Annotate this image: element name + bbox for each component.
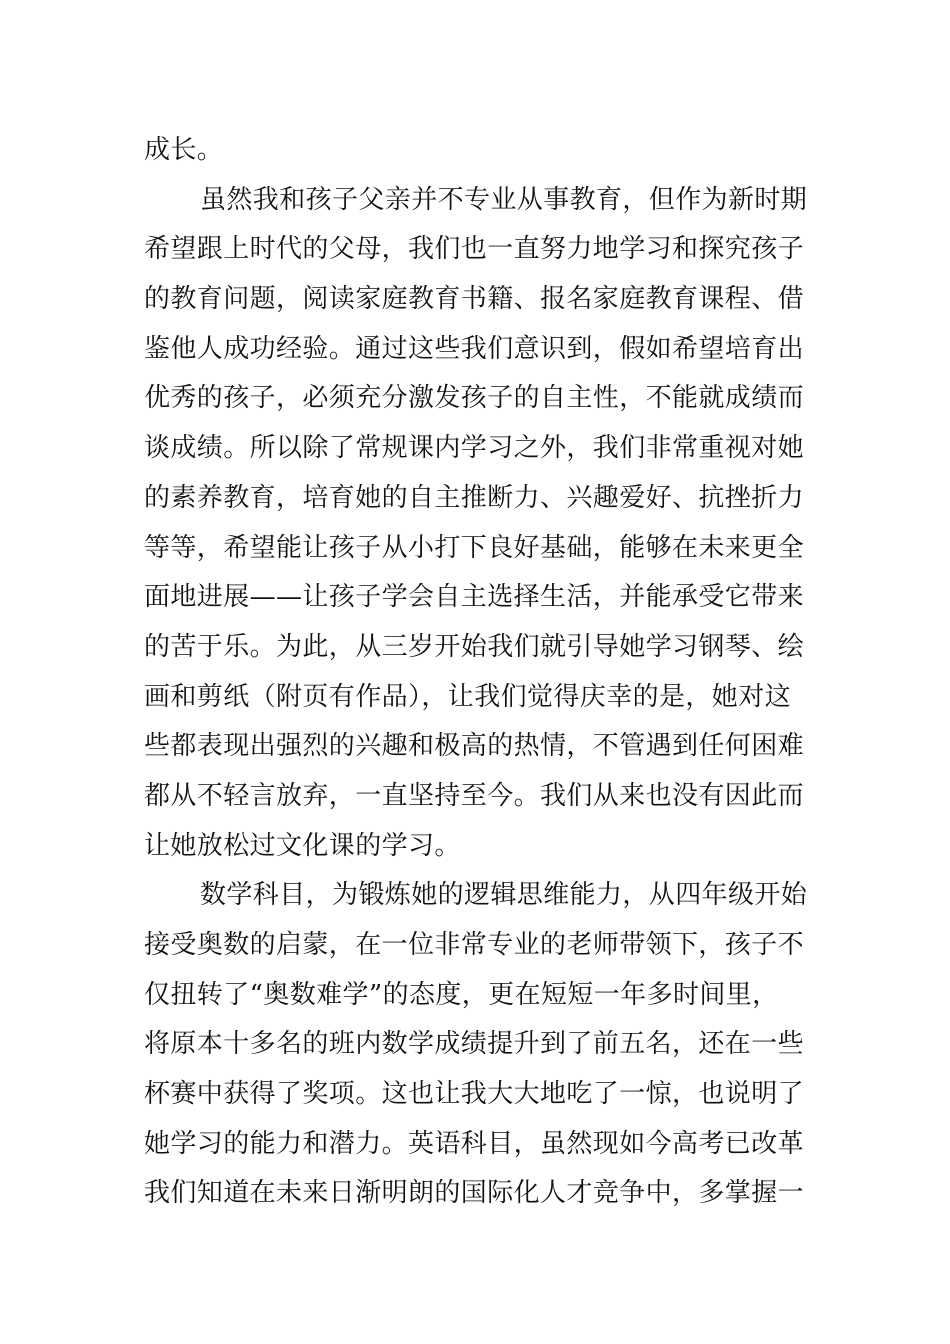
text-line: 都从不轻言放弃，一直坚持至今。我们从来也没有因此而: [144, 780, 805, 811]
text-line: 优秀的孩子，必须充分激发孩子的自主性，不能就成绩而: [144, 383, 805, 414]
paragraph-start-line: 数学科目，为锻炼她的逻辑思维能力，从四年级开始: [200, 880, 808, 911]
text-line: 的教育问题，阅读家庭教育书籍、报名家庭教育课程、借: [144, 284, 805, 315]
text-line: 谈成绩。所以除了常规课内学习之外，我们非常重视对她: [144, 433, 805, 464]
text-line: 等等，希望能让孩子从小打下良好基础，能够在未来更全: [144, 532, 805, 563]
text-line: 些都表现出强烈的兴趣和极高的热情，不管遇到任何困难: [144, 731, 805, 762]
text-line: 鉴他人成功经验。通过这些我们意识到，假如希望培育出: [144, 333, 805, 364]
body-text: [144, 126, 809, 1219]
text-line: 将原本十多名的班内数学成绩提升到了前五名，还在一些: [144, 1029, 805, 1060]
text-line: 成长。: [144, 135, 224, 165]
text-line: 杯赛中获得了奖项。这也让我大大地吃了一惊，也说明了: [144, 1079, 805, 1110]
text-line: 我们知道在未来日渐明朗的国际化人才竞争中，多掌握一: [144, 1178, 805, 1209]
paragraph-start-line: 虽然我和孩子父亲并不专业从事教育，但作为新时期: [200, 184, 808, 215]
text-line: 的素养教育，培育她的自主推断力、兴趣爱好、抗挫折力: [144, 482, 805, 513]
text-line: 让她放松过文化课的学习。: [144, 830, 461, 861]
text-line: 的苦于乐。为此，从三岁开始我们就引导她学习钢琴、绘: [144, 631, 805, 662]
text-line: 仅扭转了“奥数难学”的态度，更在短短一年多时间里，: [144, 979, 779, 1010]
text-line: 希望跟上时代的父母，我们也一直努力地学习和探究孩子: [144, 234, 805, 265]
text-line: 画和剪纸（附页有作品），让我们觉得庆幸的是，她对这: [144, 681, 792, 712]
text-line: 面地进展——让孩子学会自主选择生活，并能承受它带来: [144, 582, 805, 613]
text-line: 接受奥数的启蒙，在一位非常专业的老师带领下，孩子不: [144, 930, 805, 960]
text-line: 她学习的能力和潜力。英语科目，虽然现如今高考已改革: [144, 1128, 805, 1159]
